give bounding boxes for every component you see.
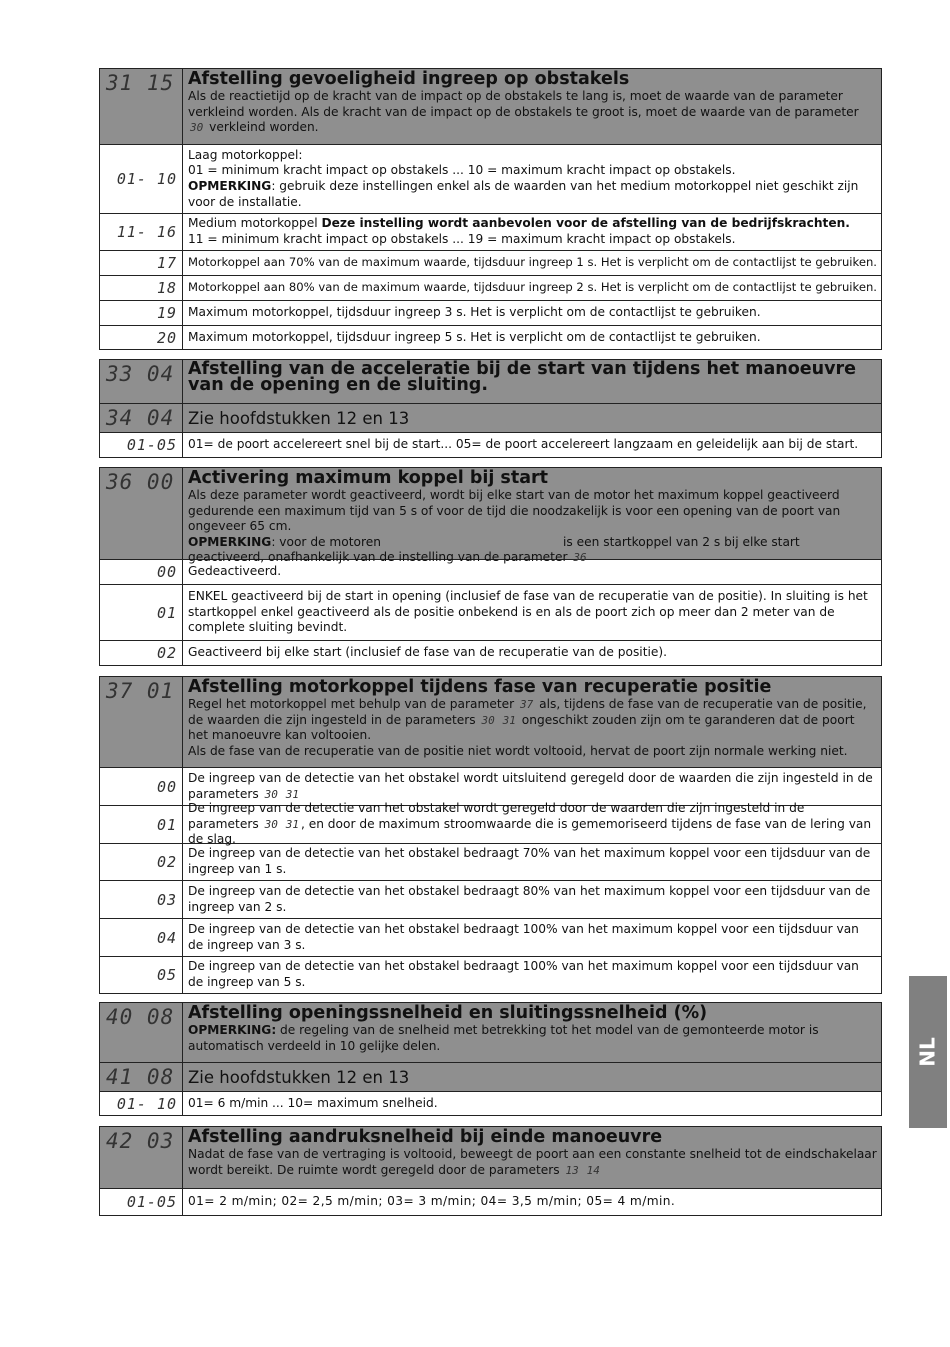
value-description: Medium motorkoppel Deze instelling wordt aanbevolen voor de afstelling van de bedrijfskrachten. 11 = minimum kracht impact op obstakels ... 19 = maximum kracht impact op obstakels. — [188, 216, 850, 246]
table-row — [100, 640, 881, 665]
param-subheader — [100, 1062, 881, 1091]
param-code: 40 08 — [100, 1003, 183, 1062]
value-description: Maximum motorkoppel, tijdsduur ingreep 5 s. Het is verplicht om de contactlijst te gebruiken. — [188, 329, 761, 344]
param-code: 42 03 — [100, 1127, 183, 1188]
value-code: 01-05 — [100, 1189, 183, 1215]
param-header — [100, 677, 881, 767]
table-row — [100, 275, 881, 300]
value-description: Geactiveerd bij elke start (inclusief de fase van de recuperatie van de positie). — [188, 645, 667, 660]
table-row — [100, 432, 881, 457]
value-description: Laag motorkoppel: 01 = minimum kracht impact op obstakels ... 10 = maximum kracht impact op obstakels. OPMERKING: gebruik deze instellingen enkel als de waarden van het medium motorkoppel niet geschikt zijn voor de installatie. — [188, 147, 859, 209]
language-tab — [909, 976, 947, 1128]
value-code: 18 — [100, 276, 183, 300]
param-code: 37 01 — [100, 677, 183, 767]
value-code: 01 — [100, 806, 183, 843]
param-code: 33 04 — [100, 360, 183, 403]
param-header — [100, 1127, 881, 1188]
table-row — [100, 559, 881, 584]
param-note: OPMERKING: de regeling van de snelheid met betrekking tot het model van de gemonteerde motor is automatisch verdeeld in 10 gelijke delen. — [188, 1023, 819, 1053]
param-title: Afstelling gevoeligheid ingreep op obstakels — [188, 69, 630, 89]
param-table-31 — [99, 68, 882, 350]
table-row — [100, 767, 881, 805]
value-code: 17 — [100, 251, 183, 275]
table-row — [100, 1188, 881, 1215]
param-title: Activering maximum koppel bij start — [188, 468, 549, 488]
param-table-37 — [99, 676, 882, 994]
table-row — [100, 801, 881, 847]
value-description: 01= de poort accelereert snel bij de start... 05= de poort accelereert langzaam en geleidelijk aan bij de start. — [188, 437, 859, 452]
param-subheader — [100, 403, 881, 432]
value-code: 00 — [100, 560, 183, 584]
param-description: Als deze parameter wordt geactiveerd, wordt bij elke start van de motor het maximum koppel geactiveerd gedurende een maximum tijd van 5 s of voor de tijd die noodzakelijk is voor een opening van de poort van ongeveer 65 cm. — [188, 488, 841, 533]
table-row — [100, 250, 881, 275]
value-code: 11- 16 — [100, 214, 183, 250]
param-reference: Zie hoofdstukken 12 en 13 — [188, 408, 410, 428]
value-description: De ingreep van de detectie van het obstakel bedraagt 80% van het maximum koppel voor een tijdsduur van de ingreep van 2 s. — [188, 883, 871, 914]
language-tab-label: NL — [915, 1037, 940, 1067]
param-code: 31 15 — [100, 69, 183, 144]
param-header — [100, 69, 881, 144]
value-description: Motorkoppel aan 80% van de maximum waarde, tijdsduur ingreep 2 s. Het is verplicht om de contactlijst te gebruiken. — [188, 280, 877, 295]
table-row — [100, 325, 881, 349]
value-description: 01= 6 m/min ... 10= maximum snelheid. — [188, 1095, 438, 1110]
param-title: Afstelling aandruksnelheid bij einde manoeuvre — [188, 1127, 663, 1147]
value-code: 00 — [100, 768, 183, 805]
param-table-33 — [99, 359, 882, 458]
value-code: 04 — [100, 919, 183, 956]
table-row — [100, 843, 881, 880]
value-description: Gedeactiveerd. — [188, 564, 282, 579]
table-row — [100, 584, 881, 640]
value-description: De ingreep van de detectie van het obstakel bedraagt 100% van het maximum koppel voor een tijdsduur van de ingreep van 3 s. — [188, 921, 859, 952]
param-title: Afstelling van de acceleratie bij de start van tijdens het manoeuvre van de opening en de sluiting. — [188, 359, 857, 395]
param-description: Nadat de fase van de vertraging is voltooid, beweegt de poort aan een constante snelheid tot de eindschakelaar wordt bereikt. De ruimte wordt geregeld door de parameters 13 14 — [188, 1147, 877, 1177]
param-code: 36 00 — [100, 468, 183, 559]
param-note: OPMERKING: voor de motoren is een startkoppel van 2 s bij elke start geactiveerd, onafhankelijk van de instelling van de parameter 36 — [188, 534, 804, 564]
param-header — [100, 360, 881, 403]
value-code: 01- 10 — [100, 1092, 183, 1115]
value-description: De ingreep van de detectie van het obstakel bedraagt 100% van het maximum koppel voor een tijdsduur van de ingreep van 5 s. — [188, 959, 859, 989]
param-code: 41 08 — [100, 1063, 183, 1091]
value-description: 01= 2 m/min; 02= 2,5 m/min; 03= 3 m/min; 04= 3,5 m/min; 05= 4 m/min. — [188, 1194, 676, 1209]
value-description: Motorkoppel aan 70% van de maximum waarde, tijdsduur ingreep 1 s. Het is verplicht om de contactlijst te gebruiken. — [188, 255, 877, 270]
param-table-40 — [99, 1002, 882, 1116]
table-row — [100, 213, 881, 250]
param-header — [100, 1003, 881, 1062]
table-row — [100, 144, 881, 213]
table-row — [100, 918, 881, 956]
value-description: De ingreep van de detectie van het obstakel wordt uitsluitend geregeld door de waarden die zijn ingesteld in de parameters 30 31 — [188, 770, 873, 801]
param-reference: Zie hoofdstukken 12 en 13 — [188, 1067, 410, 1087]
value-code: 20 — [100, 326, 183, 349]
param-title: Afstelling motorkoppel tijdens fase van recuperatie positie — [188, 677, 772, 697]
param-table-42 — [99, 1126, 882, 1216]
table-row — [100, 880, 881, 918]
value-code: 01-05 — [100, 433, 183, 457]
param-description: Regel het motorkoppel met behulp van de parameter 37 als, tijdens de fase van de recuperatie van de positie, de waarden die zijn ingesteld in de parameters 30 31 ongeschikt zouden zijn om te garanderen dat de poort het manoeuvre kan voltooien. — [188, 697, 867, 742]
value-code: 19 — [100, 301, 183, 325]
param-code: 34 04 — [100, 404, 183, 432]
value-code: 03 — [100, 881, 183, 918]
value-code: 05 — [100, 957, 183, 993]
table-row — [100, 300, 881, 325]
param-description-2: Als de fase van de recuperatie van de positie niet wordt voltooid, hervat de poort zijn normale werking niet. — [188, 743, 848, 758]
table-row — [100, 1091, 881, 1115]
value-description: De ingreep van de detectie van het obstakel wordt geregeld door de waarden die zijn ingesteld in de parameters 30 31 , en door de maximum stroomwaarde die is gememoriseerd tijdens de fase van de lering van de slag. — [188, 801, 872, 847]
table-row — [100, 956, 881, 993]
param-description: Als de reactietijd op de kracht van de impact op de obstakels te lang is, moet de waarde van de parameter verkleind worden. Als de kracht van de impact op de obstakels te groot is, moet de waarde van de parameter 30 verkleind worden. — [188, 89, 859, 134]
param-header — [100, 468, 881, 564]
value-code: 02 — [100, 844, 183, 880]
value-code: 01 — [100, 585, 183, 640]
value-description: ENKEL geactiveerd bij de start in opening (inclusief de fase van de recuperatie van de positie). In sluiting is het startkoppel enkel geactiveerd als de positie onbekend is en als de poort zich op meer dan 2 meter van de complete sluiting bevindt. — [188, 589, 868, 635]
value-code: 02 — [100, 641, 183, 665]
param-title: Afstelling openingssnelheid en sluitingssnelheid (%) — [188, 1003, 708, 1023]
param-table-36 — [99, 467, 882, 666]
value-description: Maximum motorkoppel, tijdsduur ingreep 3 s. Het is verplicht om de contactlijst te gebruiken. — [188, 305, 761, 320]
value-description: De ingreep van de detectie van het obstakel bedraagt 70% van het maximum koppel voor een tijdsduur van de ingreep van 1 s. — [188, 846, 871, 876]
value-code: 01- 10 — [100, 145, 183, 213]
